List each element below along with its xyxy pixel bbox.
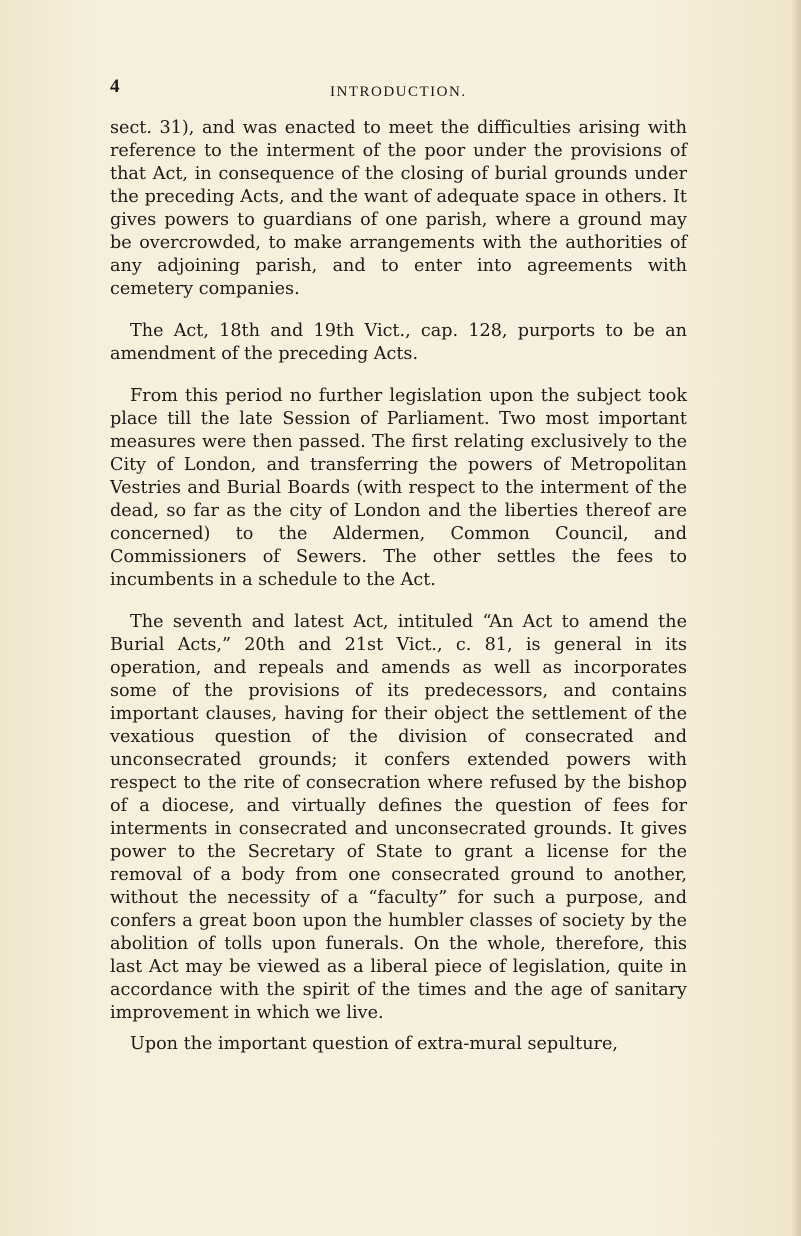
running-title: INTRODUCTION. — [330, 84, 467, 100]
body-text — [110, 117, 687, 1056]
paragraph-parliament-session: From this period no further legislation upon the subject took place till the late Session of Parliament. Two most important measures were then passed. The first relating exclusively to the City of London, and transferring the powers of Metropolitan Vestries and Burial Boards (with respect to the interment of the dead, so far as the city of London and the liberties thereof are concerned) to the Aldermen, Common Council, and Commissioners of Sewers. The other settles the fees to incumbents in a schedule to the Act. — [110, 386, 687, 590]
paragraph-seventh-act: The seventh and latest Act, intituled “An Act to amend the Burial Acts,” 20th and 21st Vict., c. 81, is general in its operation, and repeals and amends as well as incorporates some of the provisions of its predecessors, and contains important clauses, having for their object the settlement of the vexatious question of the division of consecrated and unconsecrated grounds; it confers extended powers with respect to the rite of consecration where refused by the bishop of a diocese, and virtually defines the question of fees for interments in consecrated and unconsecrated grounds. It gives power to the Secretary of State to grant a license for the removal of a body from one consecrated ground to another, without the necessity of a “faculty” for such a purpose, and confers a great boon upon the humbler classes of society by the abolition of tolls upon funerals. On the whole, therefore, this last Act may be viewed as a liberal piece of legislation, quite in accordance with the spirit of the times and the age of sanitary improvement in which we live. — [110, 612, 687, 1023]
paragraph-amendment-act: The Act, 18th and 19th Vict., cap. 128, purports to be an amendment of the preceding Acts. — [110, 321, 687, 364]
paragraph-extra-mural: Upon the important question of extra-mural sepulture, — [130, 1034, 618, 1054]
page-number: 4 — [110, 76, 120, 97]
page-edge-shadow — [791, 0, 801, 1236]
paragraph-continuation: sect. 31), and was enacted to meet the difficulties arising with reference to the interment of the poor under the provisions of that Act, in consequence of the closing of burial grounds under the preceding Acts, and the want of adequate space in others. It gives powers to guardians of one parish, where a ground may be overcrowded, to make arrangements with the authorities of any adjoining parish, and to enter into agreements with cemetery companies. — [110, 118, 687, 299]
